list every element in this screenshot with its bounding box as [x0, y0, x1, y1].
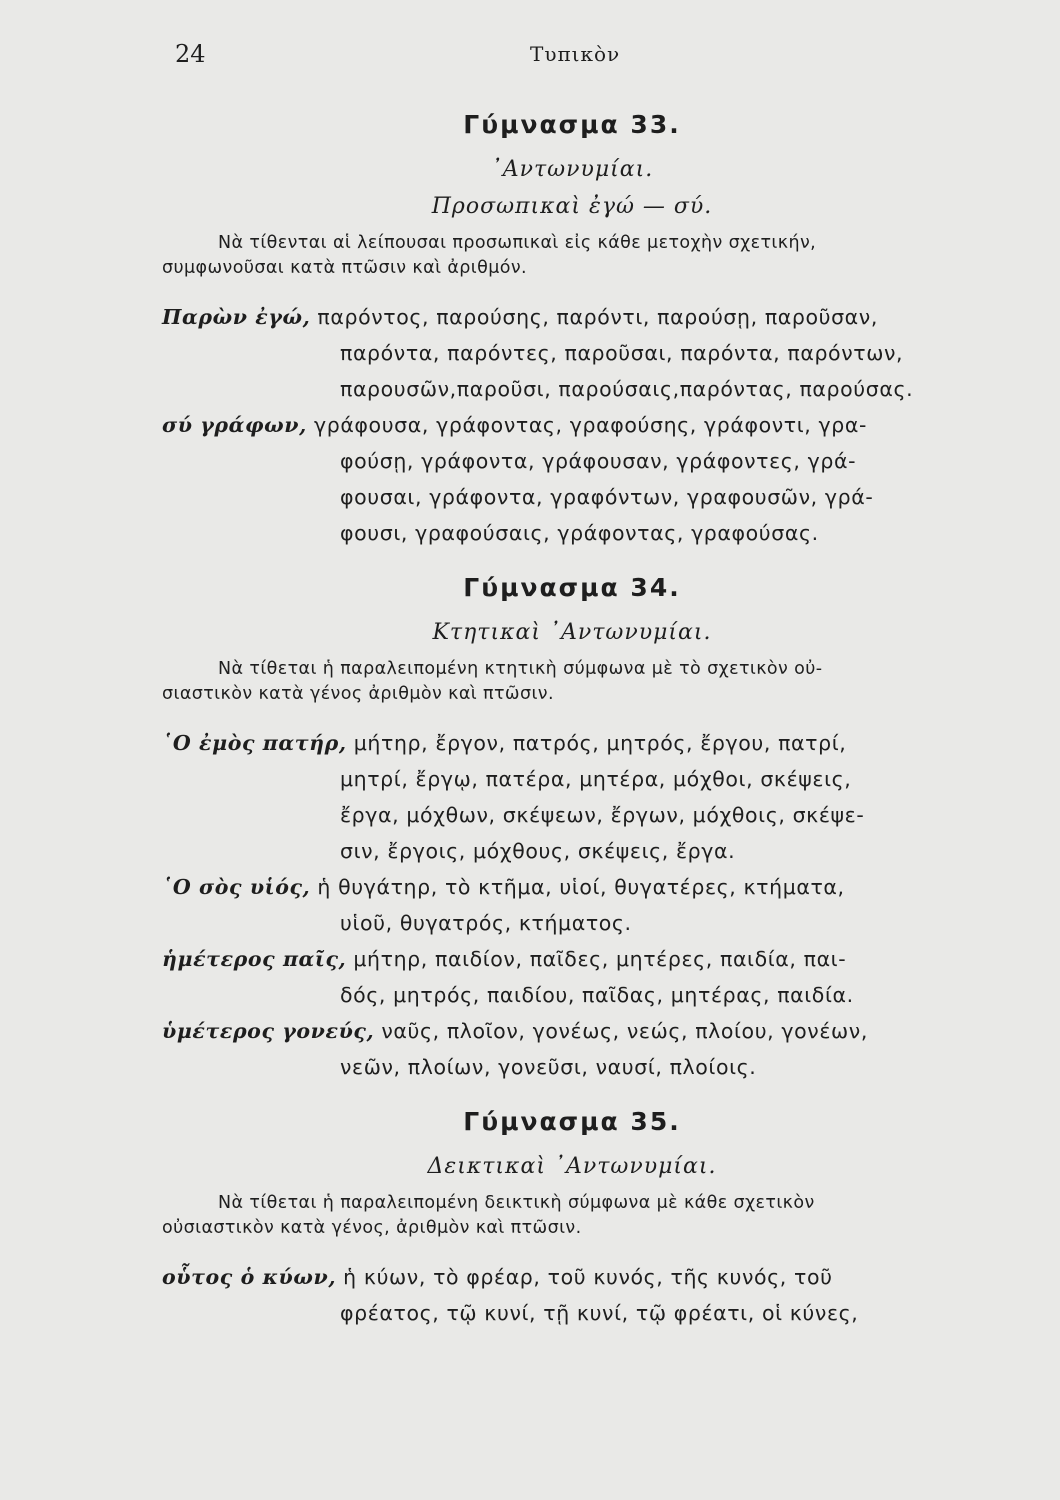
- exercise-35: [162, 1107, 982, 1331]
- entry-text: ἡ θυγάτηρ, τὸ κτῆμα, υἱοί, θυγατέρες, κτήματα,: [310, 875, 845, 899]
- running-title: Τυπικὸν: [530, 42, 621, 66]
- exercise-34-title: Γύμνασμα 34.: [463, 573, 681, 602]
- entry-text: παρόντα, παρόντες, παροῦσαι, παρόντα, παρόντων,: [340, 341, 904, 365]
- entry-lead: ὑμέτερος γονεύς,: [162, 1019, 375, 1043]
- exercise-34: [162, 573, 982, 1085]
- exercise-entry: [162, 299, 982, 407]
- entry-text: φρέατος, τῷ κυνί, τῇ κυνί, τῷ φρέατι, οἱ κύνες,: [340, 1301, 859, 1325]
- entry-lead: ἡμέτερος παῖς,: [162, 947, 347, 971]
- exercise-entry: [162, 1013, 982, 1085]
- exercise-35-instruction: [162, 1191, 982, 1241]
- instruction-line: Νὰ τίθενται αἱ λείπουσαι προσωπικαὶ εἰς κάθε μετοχὴν σχετικήν,: [218, 233, 817, 253]
- exercise-33-instruction: [162, 231, 982, 281]
- entry-text: μήτηρ, ἔργον, πατρός, μητρός, ἔργου, πατρί,: [346, 731, 847, 755]
- entry-text: παρόντος, παρούσης, παρόντι, παρούσῃ, παροῦσαν,: [310, 305, 878, 329]
- page-number: 24: [175, 40, 206, 68]
- exercise-entry: [162, 869, 982, 941]
- exercise-entry: [162, 407, 982, 551]
- entry-text: νεῶν, πλοίων, γονεῦσι, ναυσί, πλοίοις.: [340, 1055, 757, 1079]
- instruction-line: Νὰ τίθεται ἡ παραλειπομένη δεικτικὴ σύμφωνα μὲ κάθε σχετικὸν: [218, 1193, 815, 1213]
- entry-text: φούσῃ, γράφοντα, γράφουσαν, γράφοντες, γρά-: [340, 449, 857, 473]
- entry-text: υἱοῦ, θυγατρός, κτήματος.: [340, 911, 632, 935]
- entry-text: μητρί, ἔργῳ, πατέρα, μητέρα, μόχθοι, σκέψεις,: [340, 767, 852, 791]
- entry-text: δός, μητρός, παιδίου, παῖδας, μητέρας, παιδία.: [340, 983, 854, 1007]
- exercise-33-subtitle: ᾿Αντωνυμίαι.: [490, 157, 654, 182]
- entry-lead: ῾Ο σὸς υἱός,: [162, 875, 311, 899]
- exercise-33-title: Γύμνασμα 33.: [463, 110, 681, 139]
- entry-text: φουσι, γραφούσαις, γράφοντας, γραφούσας.: [340, 521, 819, 545]
- exercise-entry: [162, 941, 982, 1013]
- instruction-line: οὐσιαστικὸν κατὰ γένος, ἀριθμὸν καὶ πτῶσιν.: [162, 1218, 582, 1238]
- instruction-line: Νὰ τίθεται ἡ παραλειπομένη κτητικὴ σύμφωνα μὲ τὸ σχετικὸν οὐ-: [218, 659, 823, 679]
- entry-lead: ῾Ο ἐμὸς πατήρ,: [162, 731, 347, 755]
- entry-text: ἡ κύων, τὸ φρέαρ, τοῦ κυνός, τῆς κυνός, τοῦ: [336, 1265, 833, 1289]
- entry-lead: οὗτος ὁ κύων,: [162, 1265, 337, 1289]
- entry-lead: Παρὼν ἐγώ,: [162, 305, 311, 329]
- entry-lead: σύ γράφων,: [162, 413, 307, 437]
- entry-text: μήτηρ, παιδίον, παῖδες, μητέρες, παιδία, παι-: [346, 947, 847, 971]
- entry-text: γράφουσα, γράφοντας, γραφούσης, γράφοντι, γρα-: [306, 413, 867, 437]
- exercise-35-subtitle: Δεικτικαὶ ᾿Αντωνυμίαι.: [427, 1154, 717, 1179]
- exercise-35-title: Γύμνασμα 35.: [463, 1107, 681, 1136]
- exercise-34-subtitle: Κτητικαὶ ᾿Αντωνυμίαι.: [432, 620, 712, 645]
- entry-text: ἔργα, μόχθων, σκέψεων, ἔργων, μόχθοις, σκέψε-: [340, 803, 865, 827]
- instruction-line: συμφωνοῦσαι κατὰ πτῶσιν καὶ ἀριθμόν.: [162, 258, 528, 278]
- exercise-entry: [162, 1259, 982, 1331]
- exercise-entry: [162, 725, 982, 869]
- entry-text: φουσαι, γράφοντα, γραφόντων, γραφουσῶν, γρά-: [340, 485, 874, 509]
- page-header: [175, 40, 975, 70]
- exercise-33-subtitle-2: Προσωπικαὶ ἐγώ — σύ.: [431, 194, 713, 219]
- instruction-line: σιαστικὸν κατὰ γένος ἀριθμὸν καὶ πτῶσιν.: [162, 684, 554, 704]
- exercise-33: [162, 110, 982, 551]
- exercise-34-instruction: [162, 657, 982, 707]
- entry-text: παρουσῶν,παροῦσι, παρούσαις,παρόντας, παρούσας.: [340, 377, 914, 401]
- entry-text: σιν, ἔργοις, μόχθους, σκέψεις, ἔργα.: [340, 839, 736, 863]
- page-content: [162, 110, 982, 1331]
- entry-text: ναῦς, πλοῖον, γονέως, νεώς, πλοίου, γονέων,: [374, 1019, 868, 1043]
